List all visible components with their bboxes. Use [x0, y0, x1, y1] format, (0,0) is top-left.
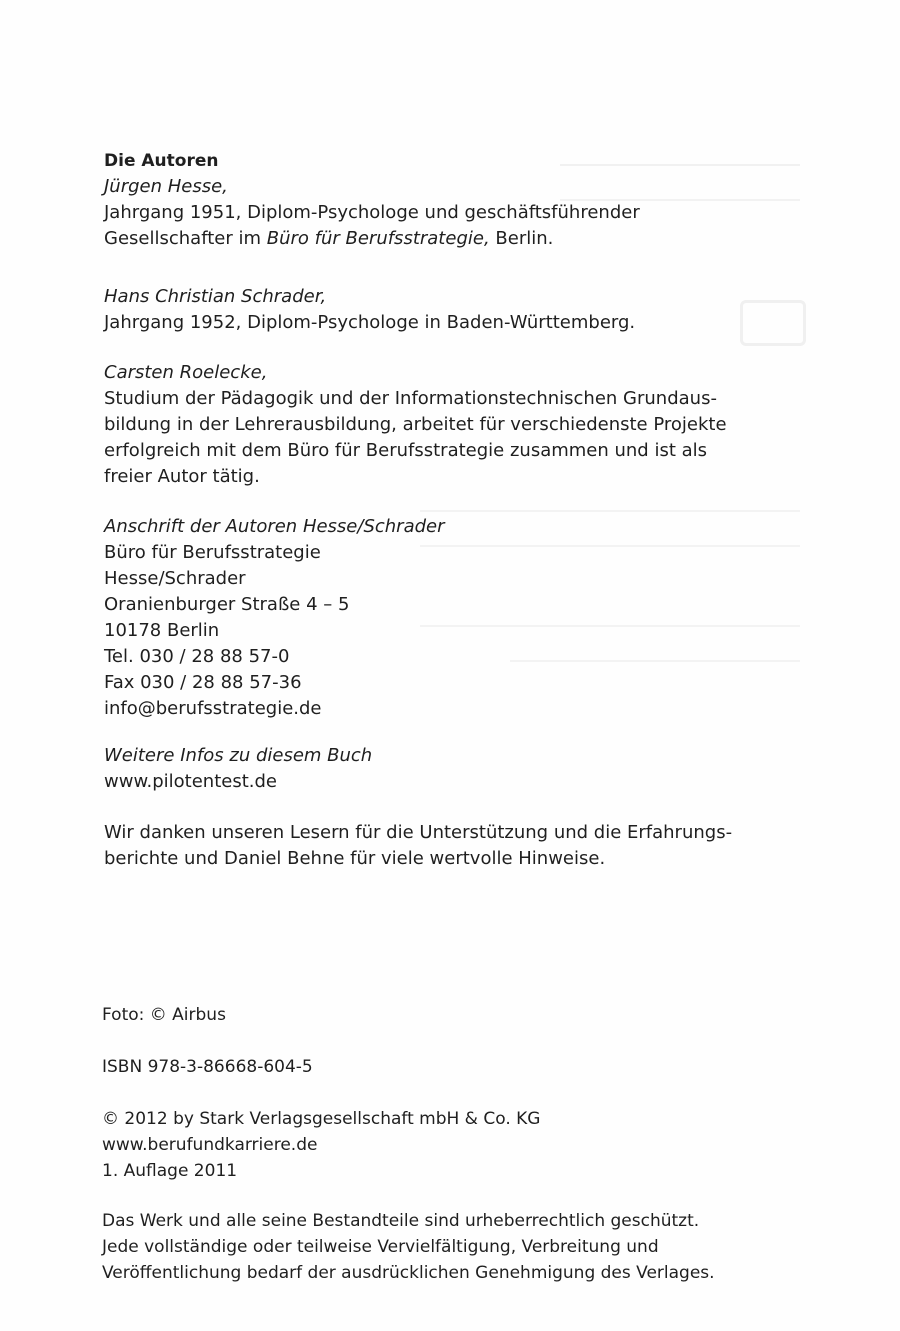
author2-line1: Jahrgang 1952, Diplom-Psychologe in Baden-Württemberg.: [104, 312, 636, 333]
phone-line: Tel. 030 / 28 88 57-0: [104, 646, 290, 667]
photo-credit: Foto: © Airbus: [102, 1005, 226, 1025]
author3-line: Studium der Pädagogik und der Informationstechnischen Grundaus-: [104, 388, 717, 409]
author2-block: [104, 284, 804, 336]
authors-section: [104, 148, 804, 252]
address-line: 10178 Berlin: [104, 620, 220, 641]
author1-line1: Jahrgang 1951, Diplom-Psychologe und geschäftsführender: [104, 202, 640, 223]
author1-line2-pre: Gesellschafter im: [104, 228, 267, 249]
copyright-line: Veröffentlichung bedarf der ausdrücklichen Genehmigung des Verlages.: [102, 1263, 715, 1283]
copyright-line: Jede vollständige oder teilweise Vervielfältigung, Verbreitung und: [102, 1237, 659, 1257]
photo-credit-block: [102, 1002, 802, 1028]
publisher-block: [102, 1106, 802, 1184]
address-line: Hesse/Schrader: [104, 568, 246, 589]
author1-line2-italic: Büro für Berufsstrategie,: [266, 228, 490, 249]
author1-line2-post: Berlin.: [489, 228, 554, 249]
publisher-line: © 2012 by Stark Verlagsgesellschaft mbH & Co. KG: [102, 1109, 541, 1129]
publisher-website-link[interactable]: www.berufundkarriere.de: [102, 1135, 318, 1155]
author3-line: bildung in der Lehrerausbildung, arbeitet für verschiedenste Projekte: [104, 414, 727, 435]
edition-line: 1. Auflage 2011: [102, 1161, 238, 1181]
fax-line: Fax 030 / 28 88 57-36: [104, 672, 302, 693]
authors-heading: Die Autoren: [104, 151, 219, 171]
address-line: Büro für Berufsstrategie: [104, 542, 321, 563]
author3-block: [104, 360, 804, 490]
isbn: ISBN 978-3-86668-604-5: [102, 1057, 313, 1077]
thanks-line: berichte und Daniel Behne für viele wertvolle Hinweise.: [104, 848, 606, 869]
website-link[interactable]: www.pilotentest.de: [104, 771, 278, 792]
author1-name: Jürgen Hesse,: [104, 176, 228, 197]
show-through-shape-4: [420, 500, 800, 512]
copyright-line: Das Werk und alle seine Bestandteile sind urheberrechtlich geschützt.: [102, 1211, 700, 1231]
thanks-line: Wir danken unseren Lesern für die Unterstützung und die Erfahrungs-: [104, 822, 733, 843]
address-line: Oranienburger Straße 4 – 5: [104, 594, 350, 615]
author3-name: Carsten Roelecke,: [104, 362, 268, 383]
more-info-block: [104, 743, 804, 795]
author3-line: freier Autor tätig.: [104, 466, 260, 487]
author3-line: erfolgreich mit dem Büro für Berufsstrategie zusammen und ist als: [104, 440, 708, 461]
author2-name: Hans Christian Schrader,: [104, 286, 327, 307]
address-block: [104, 514, 804, 722]
email-link[interactable]: info@berufsstrategie.de: [104, 698, 322, 719]
copyright-notice-block: [102, 1208, 802, 1286]
author1-line2: [104, 226, 804, 252]
address-heading: Anschrift der Autoren Hesse/Schrader: [104, 516, 445, 537]
isbn-block: [102, 1054, 802, 1080]
thanks-block: [104, 820, 804, 872]
more-info-heading: Weitere Infos zu diesem Buch: [104, 745, 373, 766]
